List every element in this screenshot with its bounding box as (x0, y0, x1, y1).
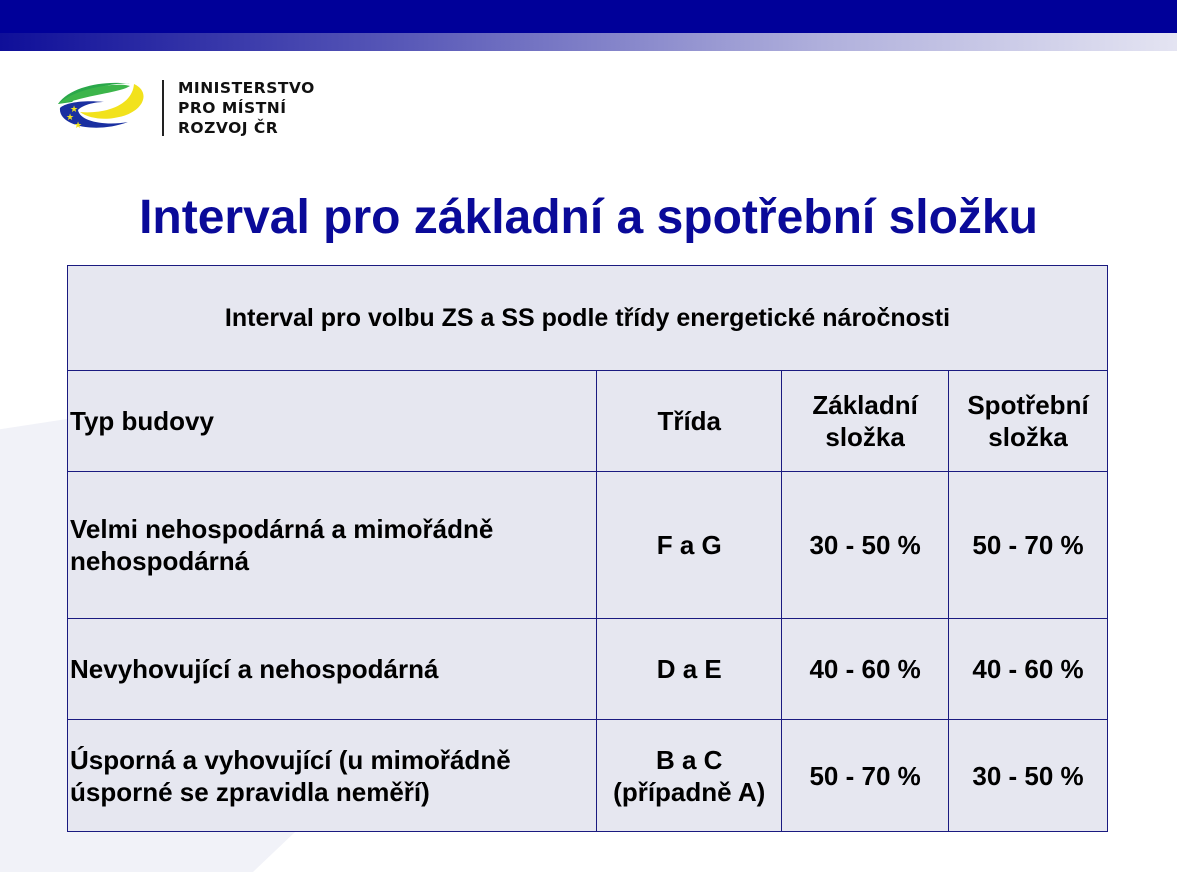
cell: 30 - 50 % (949, 720, 1108, 832)
table-row (68, 472, 1108, 619)
cell: 50 - 70 % (782, 720, 949, 832)
cell: B a C (případně A) (597, 720, 782, 832)
header-cell: Spotřební složka (949, 371, 1108, 472)
svg-text:★: ★ (70, 104, 79, 114)
gradient-bar (0, 33, 1177, 51)
cell: 40 - 60 % (949, 619, 1108, 720)
cell: Velmi nehospodárná a mimořádně nehospodárná (68, 472, 597, 619)
slide-title: Interval pro základní a spotřební složku (139, 191, 1038, 244)
svg-text:★: ★ (74, 120, 83, 130)
cell: 30 - 50 % (782, 472, 949, 619)
ministry-logo-icon (56, 78, 152, 134)
cell: D a E (597, 619, 782, 720)
logo-line: PRO MÍSTNÍ (178, 99, 287, 117)
cell: 50 - 70 % (949, 472, 1108, 619)
table-header-row (68, 371, 1108, 472)
logo-line: MINISTERSTVO (178, 79, 315, 97)
top-bar (0, 0, 1177, 33)
interval-table (67, 265, 1108, 832)
table-row (68, 720, 1108, 832)
header-cell: Třída (597, 371, 782, 472)
cell: Úsporná a vyhovující (u mimořádně úsporné se zpravidla neměří) (68, 720, 597, 832)
cell: Nevyhovující a nehospodárná (68, 619, 597, 720)
ministry-name (178, 78, 315, 138)
table-row (68, 619, 1108, 720)
table-caption: Interval pro volbu ZS a SS podle třídy energetické náročnosti (68, 266, 1108, 371)
header-cell: Typ budovy (68, 371, 597, 472)
logo-divider (162, 80, 164, 136)
logo-line: ROZVOJ ČR (178, 119, 279, 137)
header-cell: Základní složka (782, 371, 949, 472)
svg-text:★: ★ (66, 112, 75, 122)
cell: F a G (597, 472, 782, 619)
cell: 40 - 60 % (782, 619, 949, 720)
